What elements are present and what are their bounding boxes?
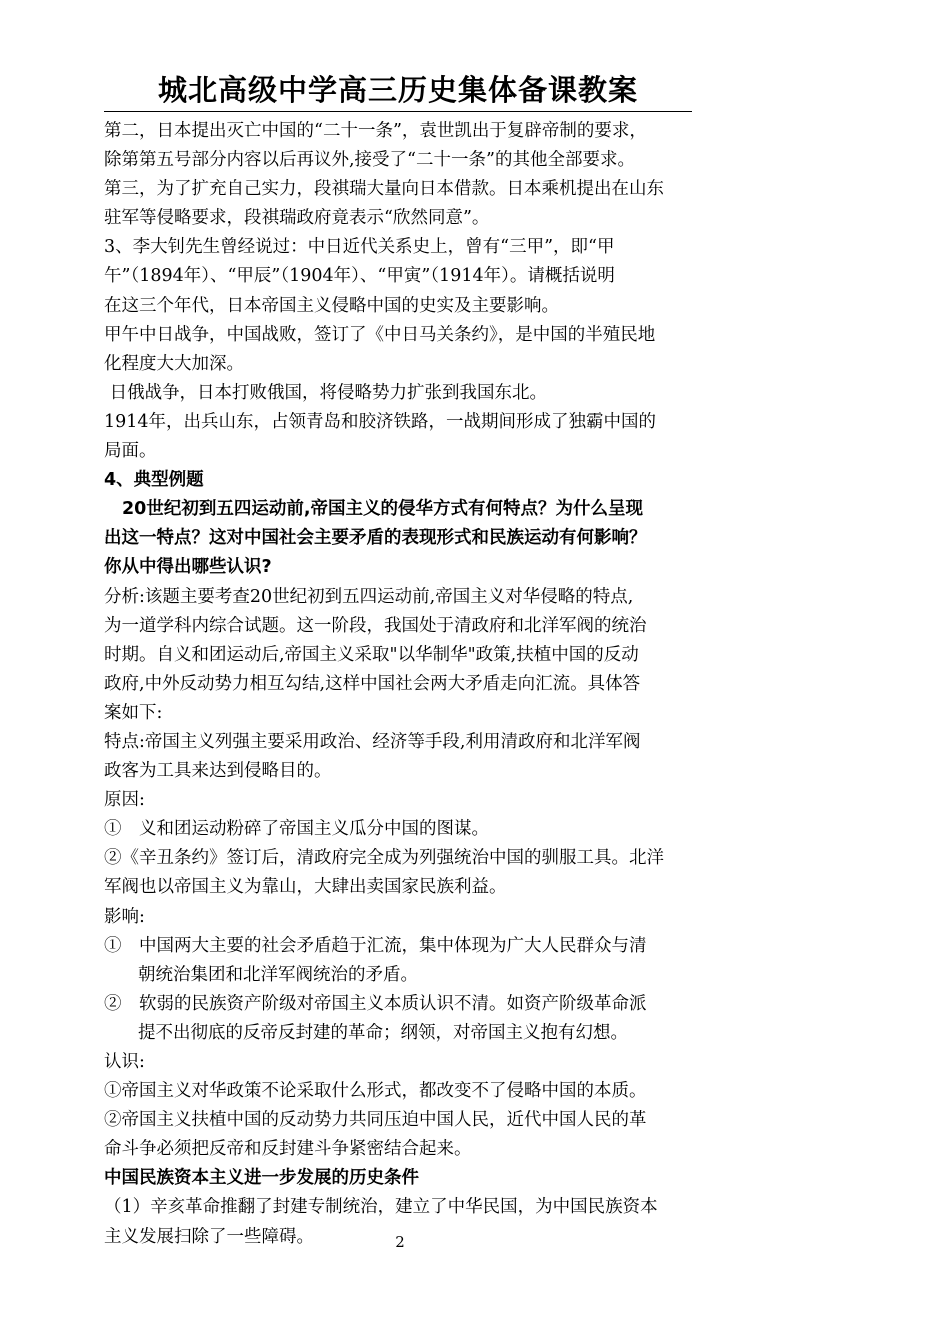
page-header-title: 城北高级中学高三历史集体备课教案 bbox=[157, 73, 638, 107]
text-line: 第三，为了扩充自己实力，段祺瑞大量向日本借款。日本乘机提出在山东 bbox=[104, 179, 664, 200]
text-line: 日俄战争，日本打败俄国，将侵略势力扩张到我国东北。 bbox=[104, 382, 548, 403]
list-item: ①帝国主义对华政策不论采取什么形式，都改变不了侵略中国的本质。 bbox=[104, 1081, 647, 1102]
text-line: （1）辛亥革命推翻了封建专制统治，建立了中华民国，为中国民族资本 bbox=[104, 1197, 658, 1218]
text-line: 午”（1894年）、“甲辰”（1904年）、“甲寅”（1914年）。请概括说明 bbox=[104, 266, 615, 287]
list-item-continuation: 朝统治集团和北洋军阀统治的矛盾。 bbox=[138, 964, 418, 985]
text-line: 1914年，出兵山东，占领青岛和胶济铁路，一战期间形成了独霸中国的 bbox=[104, 411, 657, 432]
header-rule bbox=[104, 111, 692, 112]
list-item: ②《辛丑条约》签订后，清政府完全成为列强统治中国的驯服工具。北洋 bbox=[104, 848, 664, 869]
text-line: 军阀也以帝国主义为靠山，大肆出卖国家民族利益。 bbox=[104, 877, 507, 898]
text-line: 影响: bbox=[104, 906, 145, 927]
text-line: 政客为工具来达到侵略目的。 bbox=[104, 761, 332, 782]
list-item-continuation: 提不出彻底的反帝反封建的革命；纲领，对帝国主义抱有幻想。 bbox=[138, 1022, 628, 1043]
list-item: ① 中国两大主要的社会矛盾趋于汇流，集中体现为广大人民群众与清 bbox=[104, 935, 647, 956]
text-line: 案如下: bbox=[104, 702, 163, 723]
text-line: 化程度大大加深。 bbox=[104, 353, 244, 374]
question-line: 出这一特点？这对中国社会主要矛盾的表现形式和民族运动有何影响？ bbox=[104, 528, 647, 549]
page-number: 2 bbox=[395, 1233, 405, 1251]
text-line: 在这三个年代，日本帝国主义侵略中国的史实及主要影响。 bbox=[104, 295, 559, 316]
text-line: 命斗争必须把反帝和反封建斗争紧密结合起来。 bbox=[104, 1139, 472, 1160]
text-line: 甲午中日战争，中国战败，签订了《中日马关条约》，是中国的半殖民地 bbox=[104, 324, 656, 345]
text-line: 驻军等侵略要求，段祺瑞政府竟表示“欣然同意”。 bbox=[104, 208, 490, 229]
text-line: 局面。 bbox=[104, 441, 157, 462]
text-line: 政府,中外反动势力相互勾结,这样中国社会两大矛盾走向汇流。具体答 bbox=[104, 673, 641, 694]
list-item: ②帝国主义扶植中国的反动势力共同压迫中国人民，近代中国人民的革 bbox=[104, 1110, 647, 1131]
question-line: 20世纪初到五四运动前,帝国主义的侵华方式有何特点？为什么呈现 bbox=[122, 499, 643, 520]
text-line: 除第第五号部分内容以后再议外,接受了“二十一条”的其他全部要求。 bbox=[104, 150, 635, 171]
text-line: 特点:帝国主义列强主要采用政治、经济等手段,利用清政府和北洋军阀 bbox=[104, 731, 641, 752]
text-line: 主义发展扫除了一些障碍。 bbox=[104, 1226, 314, 1247]
section-heading: 中国民族资本主义进一步发展的历史条件 bbox=[104, 1168, 419, 1189]
text-line: 分析:该题主要考查20世纪初到五四运动前,帝国主义对华侵略的特点, bbox=[104, 586, 634, 607]
text-line: 时期。自义和团运动后,帝国主义采取"以华制华"政策,扶植中国的反动 bbox=[104, 644, 639, 665]
text-line: 原因: bbox=[104, 790, 145, 811]
text-line: 第二，日本提出灭亡中国的“二十一条”，袁世凯出于复辟帝制的要求， bbox=[104, 121, 647, 141]
list-item: ② 软弱的民族资产阶级对帝国主义本质认识不清。如资产阶级革命派 bbox=[104, 993, 647, 1014]
list-item: ① 义和团运动粉碎了帝国主义瓜分中国的图谋。 bbox=[104, 819, 489, 840]
section-heading: 4、典型例题 bbox=[104, 470, 204, 491]
text-line: 3、李大钊先生曾经说过：中日近代关系史上，曾有“三甲”，即“甲 bbox=[104, 237, 615, 258]
document-body bbox=[104, 117, 696, 1252]
question-line: 你从中得出哪些认识? bbox=[104, 557, 272, 578]
text-line: 认识: bbox=[104, 1052, 145, 1072]
text-line: 为一道学科内综合试题。这一阶段，我国处于清政府和北洋军阀的统治 bbox=[104, 615, 647, 636]
